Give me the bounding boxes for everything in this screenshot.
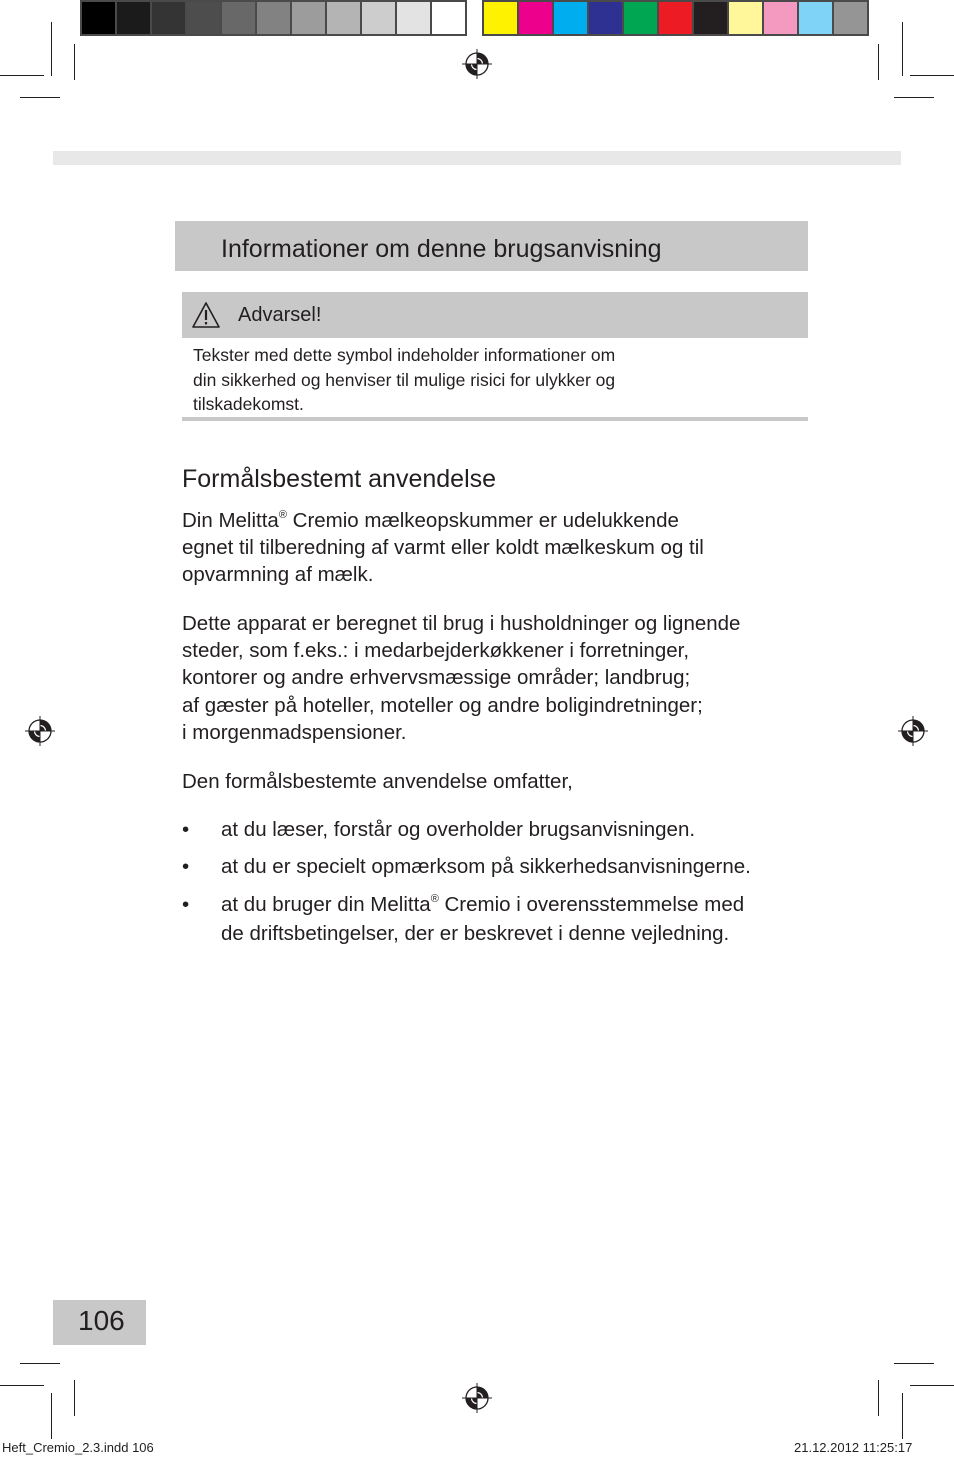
usage-title: Formålsbestemt anvendelse: [182, 465, 497, 493]
grayscale-swatch: [187, 2, 220, 34]
process-color-swatch: [729, 2, 762, 34]
para2-line: steder, som f.eks.: i medarbejderkøkkener i forretninger,: [182, 639, 690, 663]
grayscale-swatch: [257, 2, 290, 34]
section-heading: Informationer om denne brugsanvisning: [221, 235, 662, 263]
registration-target-icon: [898, 716, 928, 746]
list-item-text: at du læser, forstår og overholder brugsanvisningen.: [221, 818, 696, 841]
para2-line: Dette apparat er beregnet til brug i husholdninger og lignende: [182, 612, 741, 635]
para1-line: egnet til tilberedning af varmt eller koldt mælkeskum og til: [182, 536, 704, 560]
para2-line: i morgenmadspensioner.: [182, 720, 407, 744]
process-color-swatch: [834, 2, 867, 34]
bullet-dot: •: [182, 893, 190, 916]
registration-target-icon: [25, 716, 55, 746]
grayscale-swatch: [362, 2, 395, 34]
process-color-swatch: [589, 2, 622, 34]
grayscale-swatch: [152, 2, 185, 34]
registration-target-icon: [462, 49, 492, 79]
process-color-swatch: [764, 2, 797, 34]
warning-label: Advarsel!: [238, 304, 322, 326]
process-color-swatch: [484, 2, 517, 34]
grayscale-swatch: [117, 2, 150, 34]
process-color-swatch: [659, 2, 692, 34]
grayscale-swatch: [292, 2, 325, 34]
usage-paragraph-1: [182, 507, 812, 589]
header-strip: [53, 151, 901, 165]
para1-rest: Cremio mælkeopskummer er udelukkende: [286, 509, 679, 532]
bullet-dot: •: [182, 818, 190, 841]
process-color-swatch: [694, 2, 727, 34]
bullet-dot: •: [182, 855, 190, 878]
footer-timestamp: 21.12.2012 11:25:17: [794, 1440, 913, 1455]
bullet3-line-2: de driftsbetingelser, der er beskrevet i denne vejledning.: [221, 921, 730, 945]
process-color-swatch: [624, 2, 657, 34]
list-item-text: at du er specielt opmærksom på sikkerhedsanvisningerne.: [221, 855, 751, 878]
para2-line: kontorer og andre erhvervsmæssige områder; landbrug;: [182, 666, 691, 690]
usage-paragraph-2: [182, 610, 812, 746]
grayscale-swatch: [82, 2, 115, 34]
warning-triangle-icon: [191, 301, 221, 329]
grayscale-swatch: [327, 2, 360, 34]
warning-text: [193, 343, 713, 417]
para1-start: Din Melitta: [182, 509, 279, 532]
bullet3-start: at du bruger din Melitta: [221, 893, 431, 916]
list-item-text: [221, 891, 816, 948]
registration-target-icon: [462, 1383, 492, 1413]
warning-text-line: tilskadekomst.: [193, 394, 304, 414]
bullet3-rest: Cremio i overensstemmelse med: [438, 893, 745, 916]
grayscale-swatch: [432, 2, 465, 34]
warning-text-line: din sikkerhed og henviser til mulige risici for ulykker og: [193, 369, 616, 390]
para2-line: af gæster på hoteller, moteller og andre boligindretninger;: [182, 693, 703, 717]
registered-mark: ®: [430, 893, 439, 906]
grayscale-color-bar: [80, 0, 467, 36]
grayscale-swatch: [397, 2, 430, 34]
grayscale-swatch: [222, 2, 255, 34]
process-color-swatch: [519, 2, 552, 34]
page-number: 106: [78, 1305, 125, 1336]
process-color-swatch: [799, 2, 832, 34]
footer-file-info: Heft_Cremio_2.3.indd 106: [2, 1440, 154, 1455]
para1-line: opvarmning af mælk.: [182, 563, 374, 587]
usage-paragraph-3: Den formålsbestemte anvendelse omfatter,: [182, 770, 573, 793]
warning-text-line: Tekster med dette symbol indeholder informationer om: [193, 345, 616, 365]
warning-bottom-rule: [182, 417, 808, 421]
registered-mark: ®: [278, 509, 287, 522]
process-color-bar: [482, 0, 869, 36]
process-color-swatch: [554, 2, 587, 34]
